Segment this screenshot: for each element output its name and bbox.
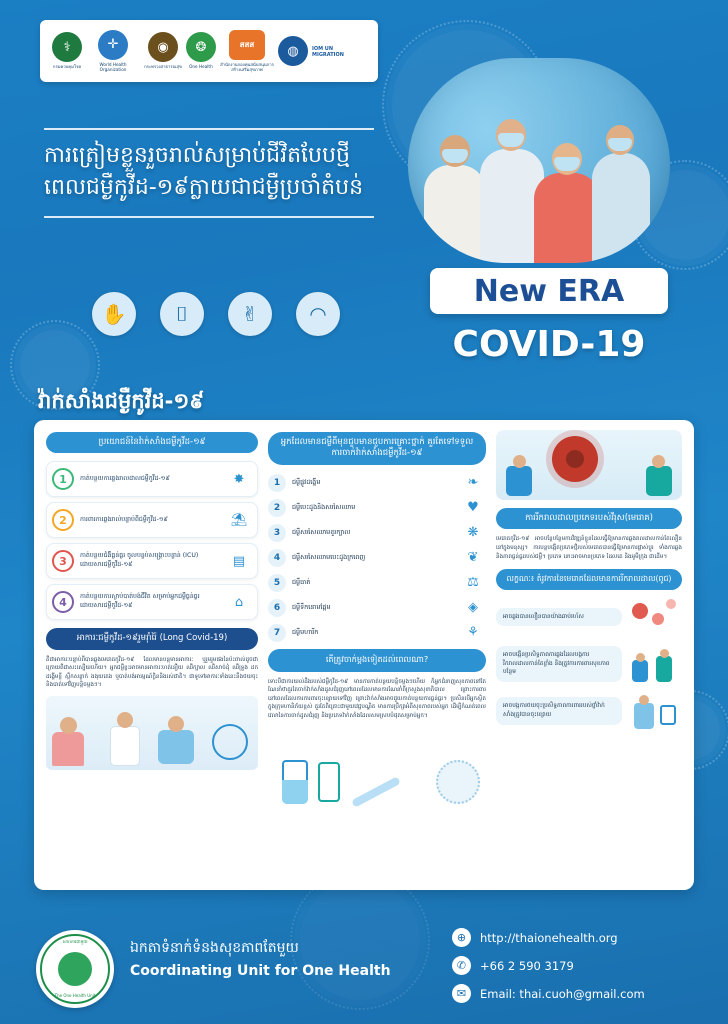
nurse-figure [634,703,654,729]
person-silhouette [592,153,650,263]
list-item [46,543,258,579]
obesity-icon: ⚖ [467,575,479,591]
variants-body: មេរោគកូវីដ-១៩ អាចបន្តែបន្ថែមការវិវឌ្ឍន៍ខ្លួនដែលធ្វើឱ្យមានការឆ្លងរាលដាលកាន់តែលឿននៅក្នុងមនុស្ស។ ការបន្តបង្កើតប្រភេទថ្មីរបស់មេរោគបានធ្វើឱ្យមានការផ្លាស់ប្ដូរ ទាំងការឆ្លងនិងភាពធ្ងន់ធ្ងររបស់ជម្ងឺ។ ប្រភេទ នោះអាចមានប្រភេទ ដែលគេ និងអូមីក្រុង ជាដើម។ [496,536,682,560]
vaccine-icon [660,705,676,725]
list-item [268,623,486,643]
person-figure [632,660,648,682]
item-text: ជម្ងឺសរសៃឈាមខួរក្បាល [292,527,351,536]
logo-ring [40,934,110,1004]
globe-mark-icon [58,952,92,986]
list-item [268,473,486,493]
face-mask-icon: ◠ [296,292,340,336]
thai-government-seal-logo [144,32,182,69]
brain-icon: ❋ [467,525,479,541]
contact-email-text: Email: thai.cuoh@gmail.com [480,986,645,1001]
doctor-head [117,712,133,728]
virus-particle-icon [436,760,480,804]
patient-figure [52,732,84,766]
item-number: 4 [52,591,74,613]
logo-caption: สำนักงานกองทุนสนับสนุนการสร้างเสริมสุขภาพ [220,61,274,72]
world-health-organization-logo [86,30,140,73]
item-text: ការពារការឆ្លងរាល់បន្ទាប់ពីជម្ងឺកូវីដ-១៩ [80,515,168,523]
logo-caption: World Health Organization [99,61,127,72]
gloves-icon: ✌ [228,292,272,336]
virus-dot-icon [666,599,676,609]
kidney-icon: ❦ [467,550,479,566]
researcher-head [652,455,665,468]
icu-icon: ▤ [232,553,246,569]
item-text: កាត់បន្ថយការស្លាប់បាត់បង់ជីវិត សម្រាប់អ្នកជម្ងឺធ្ងន់ធ្ងរដោយសារជម្ងឺកូវីដ-១៩ [80,593,200,610]
item-text: ជម្ងឺទឹកនោមផ្អែម [292,602,331,611]
item-text: ជម្ងឺផ្លូវដង្ហើម [292,477,321,486]
vaccine-vial-illustration [268,724,486,810]
list-item [268,573,486,593]
list-item [268,523,486,543]
hero-photo-group-of-people [408,58,670,263]
virus-dot-icon [652,613,664,625]
person-figure [656,656,672,682]
logo-caption: IOM UN MIGRATION [311,45,344,58]
footer [0,912,728,1024]
risk-conditions-header: អ្នកដែលមានជម្ងឺពីមុនជួបមានជួបការគ្រោះថ្នាក់ គួរតែទៅទទួលការចាក់វ៉ាក់សាំងជម្ងឺកូវីដ-១៩ [268,432,486,465]
title-divider-bottom [44,216,374,218]
item-text: ជម្ងឺសរសៃឈាមបេះដូងក្រពេញ [292,552,366,561]
scientist-figure [506,466,532,496]
sss-mark-icon: สสส [229,30,265,60]
heart-icon: ♥ [467,500,479,516]
title-divider-top [44,128,374,130]
diabetes-icon: ◈ [468,600,478,616]
contact-phone[interactable] [452,956,645,975]
benefits-header: ប្រយោជន៍នៃវ៉ាក់សាំងជម្ងឺកូវីដ-១៩ [46,432,258,453]
list-item [268,498,486,518]
lungs-icon: ❧ [467,475,479,491]
poster-title-block [44,128,404,228]
face-mask-icon [442,149,468,163]
vial-liquid [282,780,308,804]
transmission-art [628,597,682,637]
list-item [46,461,258,497]
content-panel [34,420,694,890]
vaccine-box-icon [318,762,340,802]
onehealth-mark-icon: ❂ [186,32,216,62]
booster-question-header: តើត្រូវចាក់ម្ដងទៀតដល់ពេលណា? [268,649,486,672]
person-silhouette [424,165,486,263]
email-icon: ✉ [452,984,471,1003]
virus-illustration [496,430,682,500]
ministry-of-public-health-logo [52,32,82,69]
people-spread-art [628,644,682,684]
organization-name-en: Coordinating Unit for One Health [130,963,391,979]
who-mark-icon: ✛ [98,30,128,60]
handwashing-icon: ✋ [92,292,136,336]
item-text: កាត់បន្ថយជំងឺធ្ងន់ធ្ងរ ចូលបន្ទប់សង្គ្រោះបន្ទាន់ (ICU) ដោយសារជម្ងឺកូវីដ-១៩ [80,552,199,569]
seal-mark-icon: ◉ [148,32,178,62]
variant-characteristics-header: លក្ខណៈ៖ តំរូវការនៃមេរោគដែលមានការរីករាលដាល(ពូជ) [496,569,682,590]
list-item [496,597,682,637]
clinic-icon: ⌂ [234,594,244,610]
item-text: ជម្ងឺមហារីក [292,627,319,636]
globe-icon: ⊕ [452,928,471,947]
contact-email[interactable] [452,984,645,1003]
list-item [268,548,486,568]
person-silhouette [520,119,580,263]
covid-19-badge: COVID-19 [452,324,646,365]
partner-logos-bar [40,20,378,82]
organization-names [130,938,391,979]
column-benefits [46,432,258,770]
contact-website[interactable] [452,928,645,947]
item-text: កាត់បន្ថយការឆ្លងរាលដាលជម្ងឺកូវីដ-១៩ [80,474,170,482]
new-era-badge: New ERA [430,268,668,314]
nurse-figure [158,730,194,764]
item-number: 4 [268,549,286,567]
column-variants [496,430,682,731]
one-health-footer-logo [36,930,114,1008]
logo-bottom-text: The One Health Unit [54,993,96,998]
nurse-head [639,695,649,705]
virus-icon: ✸ [233,471,245,487]
item-number: 2 [268,499,286,517]
face-mask-icon [608,138,632,151]
list-item [496,691,682,731]
item-number: 1 [52,468,74,490]
syringe-icon [351,776,401,807]
item-number: 7 [268,624,286,642]
vaccine-shield-art [628,691,682,731]
contact-list [452,928,645,1012]
person-head [636,653,645,662]
virus-nucleus-icon [566,450,584,468]
prevention-icons-row [92,292,340,336]
long-covid-illustration [46,696,258,770]
nurse-head [168,716,184,732]
poster-title-line2: ពេលជម្ងឺកូវីដ-១៩ក្លាយជាជម្ងឺប្រចាំតំបន់ [44,174,364,200]
iom-mark-icon: ◍ [278,36,308,66]
item-number: 6 [268,599,286,617]
list-item [496,644,682,684]
item-number: 1 [268,474,286,492]
item-text: អាចបង្កការថយចុះប្រសិទ្ធភាពការពាររបស់ថ្នាំវ៉ាក់សាំងត្រូវបានចុះខ្សោយ [496,697,622,724]
doctor-figure [110,726,140,766]
benefits-list [46,461,258,620]
moph-mark-icon: ⚕ [52,32,82,62]
iom-un-migration-logo [278,36,366,66]
one-health-logo [186,32,216,69]
organization-name-kh: ឯកតាទំនាក់ទំនងសុខភាពតែមួយ [130,940,299,956]
chart-circle-icon [212,724,248,760]
thaihealth-sss-logo [220,30,274,73]
contact-website-text: http://thaionehealth.org [480,930,618,945]
risk-conditions-list [268,473,486,643]
column-risk-conditions [268,432,486,810]
list-item [268,598,486,618]
section-heading-vaccine: វ៉ាក់សាំងជម្ងឺកូវីដ-១៩ [38,389,205,413]
item-text: ជម្ងឺបេះដូងនិងសរសៃឈាម [292,502,356,511]
hand-sanitizer-icon: ⌷ [160,292,204,336]
scientist-head [513,455,526,468]
booster-question-body: ទោះបីជាការយល់ដឹងរបស់ជម្ងឺកូវីដ-១៩ មានការកាត់បន្ថយបន្តិចម្ដងៗហើយ ក៏អ្នកជំនាញសុខភាពនៅតែណែនាំថាគួរតែចាក់វ៉ាក់សាំងដូសជំរុញនៅពេលដែលមានការណែនាំពីក្រសួងសុខាភិបាល ព្រោះការពារ នៅពេលដែលការការពារចុះខ្សោយទៅវិញ ព្រោះវ៉ាក់សាំងអាចជួយកាត់បន្ថយការធ្ងន់ធ្ងរ។ ប្រសិនបើអ្នកស្ថិតក្នុងក្រុមហានិភ័យខ្ពស់ គួរតែពិគ្រោះជាមួយវេជ្ជបណ្ឌិត មានការប្រឹក្សាអំពីសុខភាពរបស់អ្នក ដើម្បីកំណត់ពេលវេលានៃការចាក់ដូសជំរុញ និងប្រភេទវ៉ាក់សាំងដែលសមស្របបំផុតសម្រាប់អ្នក។ [268,678,486,719]
contact-phone-text: +66 2 590 3179 [480,958,574,973]
long-covid-body: គឺជាអាការៈបន្ទាប់ពីបានឆ្លងមេរោគកូវីដ-១៩ ដែលមានបន្តមានអាការៈ ឬរួមរួមផងនៃប៉ះពាល់ដូចជាក្រោយពីជាសះស្បើយហើយ។ អ្នកជម្ងឺខ្លះអាចមានអាការៈហត់នឿយ ឈឺក្បាល ឈឺសាច់ដុំ ឈឺទ្រូង ដកដង្ហើមខ្លី ស្ពឹកសន្លាក់ ងងុយគេង ឬបាត់បង់អារម្មណ៍ក្លិននិងរស់ជាតិ។ ជាទូទៅអាការៈទាំងនេះនឹងថយចុះ និងបាត់ទៅវិញបន្តិចម្តងៗ។ [46,656,258,689]
hospital-bed-icon: ⛱ [230,512,248,528]
person-head [660,649,669,658]
researcher-figure [646,466,672,496]
logo-caption: One Health [189,64,213,70]
long-covid-header: អាការៈជម្ងឺកូវីដ-១៩រួមរ៉ាំរ៉ៃ (Long Covid-19) [46,628,258,649]
item-text: អាចបង្កើនប្រសិទ្ធភាពការឆ្លងដែលបង្កការរីករាលដាលកាន់តែខ្លាំង និងត្រូវការការពារសុខភាពបន្ថែម [496,646,622,682]
item-number: 2 [52,509,74,531]
logo-caption: กรมควบคุมโรค [52,64,82,70]
cancer-icon: ⚘ [467,625,479,641]
phone-icon: ✆ [452,956,471,975]
list-item [46,502,258,538]
item-number: 5 [268,574,286,592]
virus-dot-icon [632,603,648,619]
variants-header: ការរីករាលដាលប្រភេទរបស់វីរុស(មេរោគ) [496,508,682,529]
item-number: 3 [52,550,74,572]
item-text: អាចឆ្លងបានលឿនបានយ៉ាងឆាប់រហ័ស [496,608,622,627]
item-text: ជម្ងឺធាត់ [292,577,311,586]
item-number: 3 [268,524,286,542]
logo-caption: กระทรวงสาธารณสุข [144,64,182,70]
patient-head [60,717,77,734]
list-item [46,584,258,620]
poster-title-line1: ការត្រៀមខ្លួនរួចរាល់សម្រាប់ជីវិតបែបថ្មី [44,143,350,168]
logo-top-text: សហការជាមួយ [62,940,88,945]
